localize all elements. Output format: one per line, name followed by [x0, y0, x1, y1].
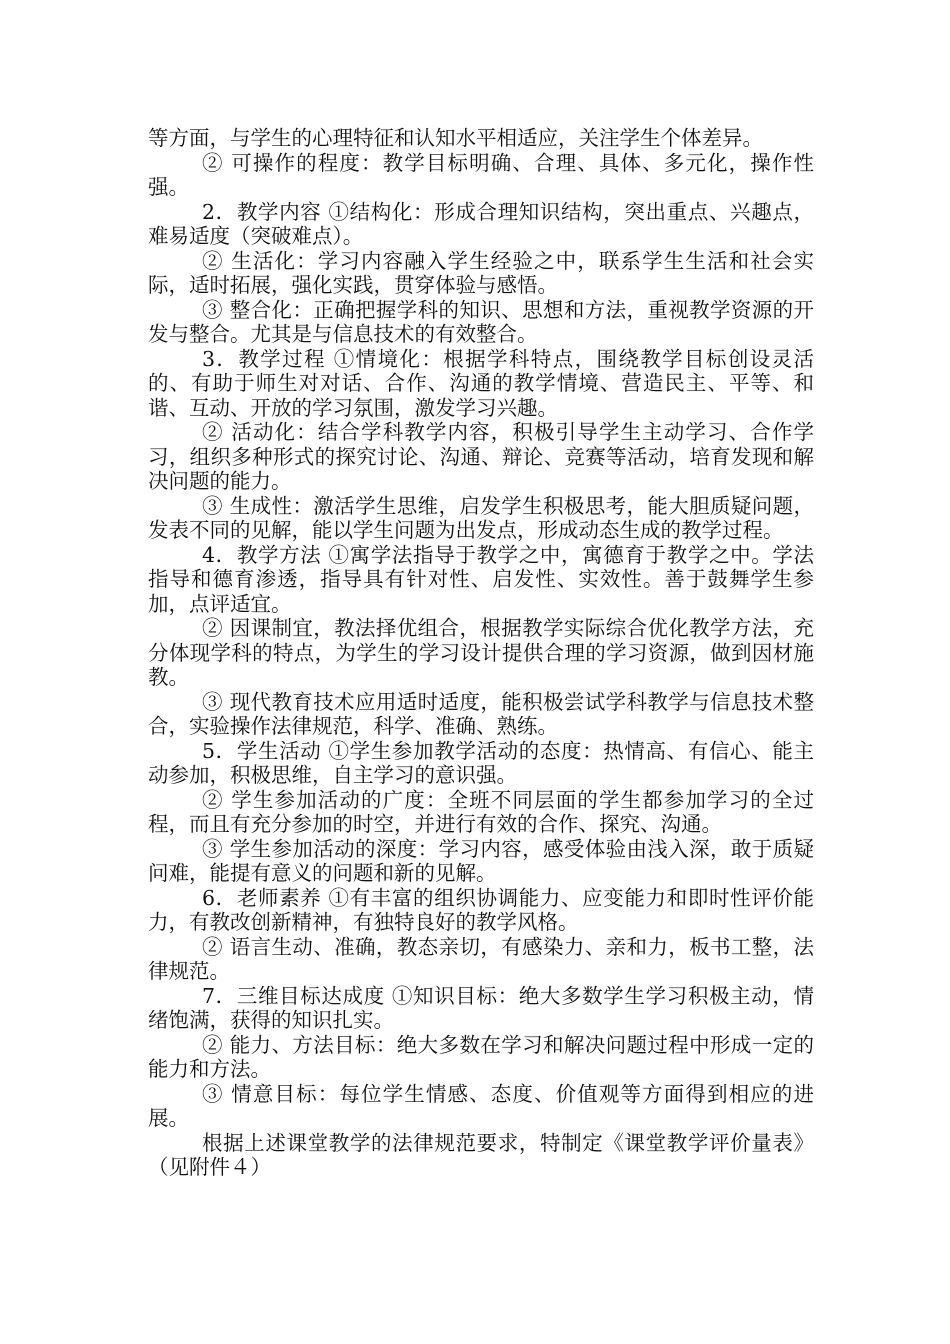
paragraph-goal-knowledge: 7．三维目标达成度 ①知识目标：绝大多数学生学习积极主动，情绪饱满，获得的知识扎实。: [148, 983, 814, 1032]
paragraph-process-activity: ② 活动化：结合学科教学内容，积极引导学生主动学习、合作学习，组织多种形式的探究讨论、沟通、辩论、竞赛等活动，培育发现和解决问题的能力。: [148, 420, 814, 493]
paragraph-content-structured: 2．教学内容 ①结构化：形成合理知识结构，突出重点、兴趣点，难易适度（突破难点）。: [148, 199, 814, 248]
paragraph-process-situational: 3．教学过程 ①情境化：根据学科特点，围绕教学目标创设灵活的、有助于师生对对话、合作、沟通的教学情境、营造民主、平等、和谐、互动、开放的学习氛围，激发学习兴趣。: [148, 346, 814, 420]
paragraph-method-adaptive: ② 因课制宜，教法择优组合，根据教学实际综合优化教学方法，充分体现学科的特点，为学生的学习设计提供合理的学习资源，做到因材施教。: [148, 616, 814, 689]
paragraph-conclusion: 根据上述课堂教学的法律规范要求，特制定《课堂教学评价量表》（见附件４）: [148, 1130, 814, 1179]
paragraph-teacher-ability: 6．老师素养 ①有丰富的组织协调能力、应变能力和即时性评价能力，有教改创新精神，有独特良好的教学风格。: [148, 885, 814, 934]
paragraph-student-depth: ③ 学生参加活动的深度：学习内容，感受体验由浅入深，敢于质疑问难，能提有意义的问题和新的见解。: [148, 836, 814, 885]
paragraph-method-guidance: 4．教学方法 ①寓学法指导于教学之中，寓德育于教学之中。学法指导和德育渗透，指导具有针对性、启发性、实效性。善于鼓舞学生参加，点评适宜。: [148, 542, 814, 616]
paragraph-method-technology: ③ 现代教育技术应用适时适度，能积极尝试学科教学与信息技术整合，实验操作法律规范，科学、准确、熟练。: [148, 689, 814, 738]
paragraph-goal-emotion: ③ 情意目标：每位学生情感、态度、价值观等方面得到相应的进展。: [148, 1081, 814, 1130]
paragraph-teacher-language: ② 语言生动、准确，教态亲切，有感染力、亲和力，板书工整，法律规范。: [148, 934, 814, 983]
document-body: [148, 126, 814, 1180]
paragraph-content-integration: ③ 整合化：正确把握学科的知识、思想和方法，重视教学资源的开发与整合。尤其是与信息技术的有效整合。: [148, 297, 814, 346]
paragraph-goal-ability: ② 能力、方法目标：绝大多数在学习和解决问题过程中形成一定的能力和方法。: [148, 1032, 814, 1081]
paragraph-content-life: ② 生活化：学习内容融入学生经验之中，联系学生生活和社会实际，适时拓展，强化实践，贯穿体验与感悟。: [148, 248, 814, 297]
paragraph-process-generative: ③ 生成性：激活学生思维，启发学生积极思考，能大胆质疑问题，发表不同的见解，能以学生问题为出发点，形成动态生成的教学过程。: [148, 493, 814, 542]
paragraph-operability: ② 可操作的程度：教学目标明确、合理、具体、多元化，操作性强。: [148, 150, 814, 199]
paragraph-student-breadth: ② 学生参加活动的广度：全班不同层面的学生都参加学习的全过程，而且有充分参加的时空，并进行有效的合作、探究、沟通。: [148, 787, 814, 836]
paragraph-continuation: 等方面，与学生的心理特征和认知水平相适应，关注学生个体差异。: [148, 126, 763, 150]
paragraph-student-attitude: 5．学生活动 ①学生参加教学活动的态度：热情高、有信心、能主动参加，积极思维，自主学习的意识强。: [148, 738, 814, 787]
